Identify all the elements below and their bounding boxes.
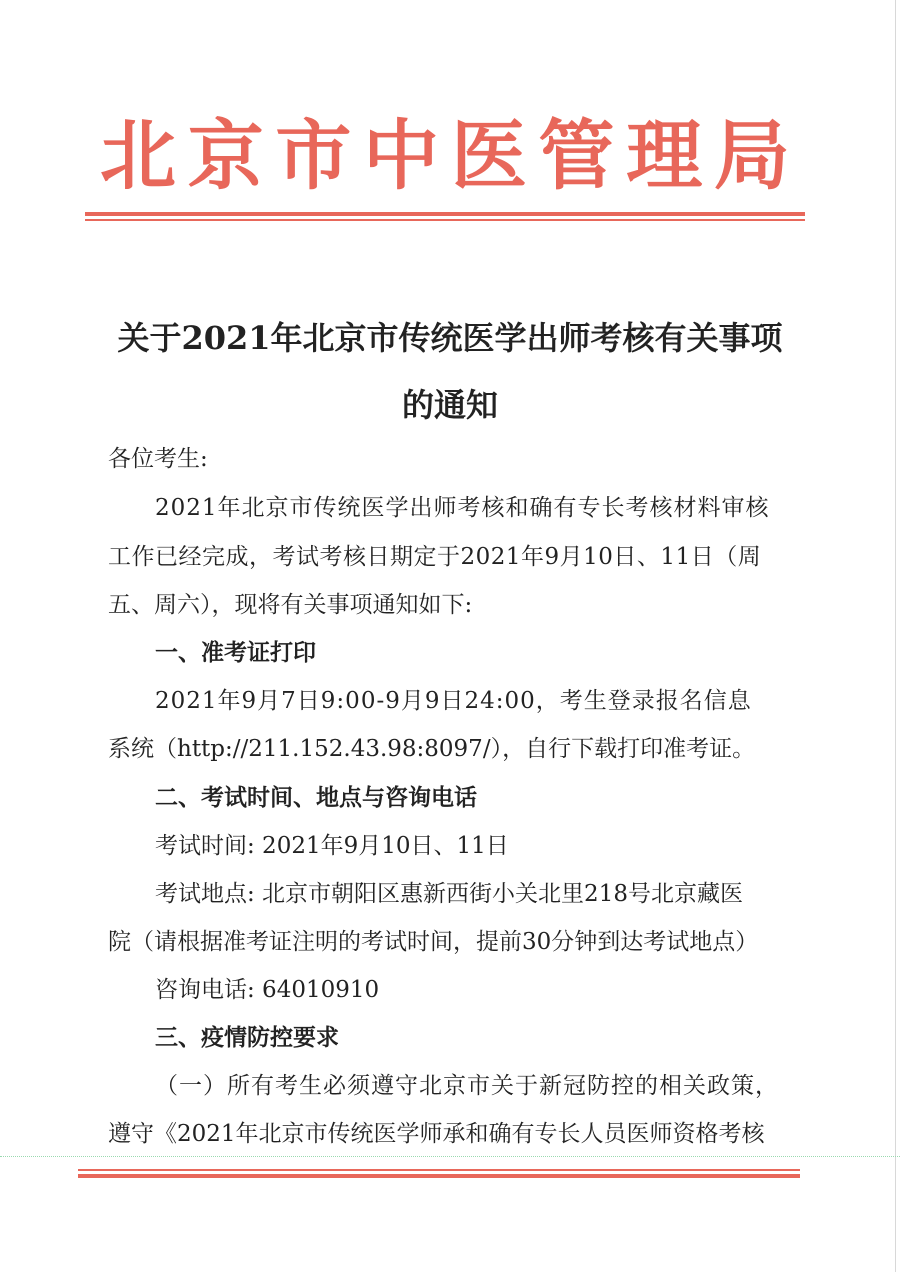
greeting: 各位考生: (108, 446, 208, 472)
section-heading: 二、考试时间、地点与咨询电话 (155, 785, 477, 811)
rule-1-line-2: 遵守《2021年北京市传统医学师承和确有专长人员医师资格考核 (108, 1121, 765, 1147)
header-char: 中 (363, 111, 440, 200)
notice-title-line1: 关于2021年北京市传统医学出师考核有关事项 (117, 319, 783, 357)
intro-line-2: 工作已经完成，考试考核日期定于2021年9月10日、11日（周 (108, 544, 762, 570)
rule-1-line-1: （一）所有考生必须遵守北京市关于新冠防控的相关政策， (155, 1073, 779, 1099)
header-rule-thick (85, 212, 805, 216)
print-period-line: 2021年9月7日9:00-9月9日24:00，考生登录报名信息 (155, 688, 752, 714)
consult-phone: 咨询电话: 64010910 (155, 977, 380, 1003)
header-char: 医 (450, 111, 527, 200)
section-heading: 三、疫情防控要求 (155, 1025, 339, 1051)
exam-time: 考试时间: 2021年9月10日、11日 (155, 833, 509, 859)
page-edge (895, 0, 896, 1272)
exam-place-line-2: 院（请根据准考证注明的考试时间，提前30分钟到达考试地点） (108, 929, 759, 955)
intro-line-1: 2021年北京市传统医学出师考核和确有专长考核材料审核 (155, 495, 770, 521)
system-url-line: 系统（http://211.152.43.98:8097/），自行下载打印准考证。 (108, 736, 756, 762)
footer-rule-thick (78, 1174, 800, 1178)
intro-line-3: 五、周六），现将有关事项通知如下: (108, 592, 473, 618)
header-char: 市 (275, 111, 352, 200)
section-heading: 一、准考证打印 (155, 640, 316, 666)
agency-header (100, 111, 790, 200)
header-char: 京 (187, 111, 264, 200)
header-char: 管 (538, 111, 615, 200)
notice-title-line2: 的通知 (401, 386, 498, 424)
header-char: 理 (626, 111, 703, 200)
exam-place-line-1: 考试地点: 北京市朝阳区惠新西街小关北里218号北京藏医 (155, 881, 743, 907)
header-char: 局 (713, 111, 790, 200)
header-char: 北 (100, 111, 176, 200)
scan-dotted-line (0, 1156, 900, 1157)
header-rule-thin (85, 219, 805, 221)
footer-rule-thin (78, 1169, 800, 1171)
